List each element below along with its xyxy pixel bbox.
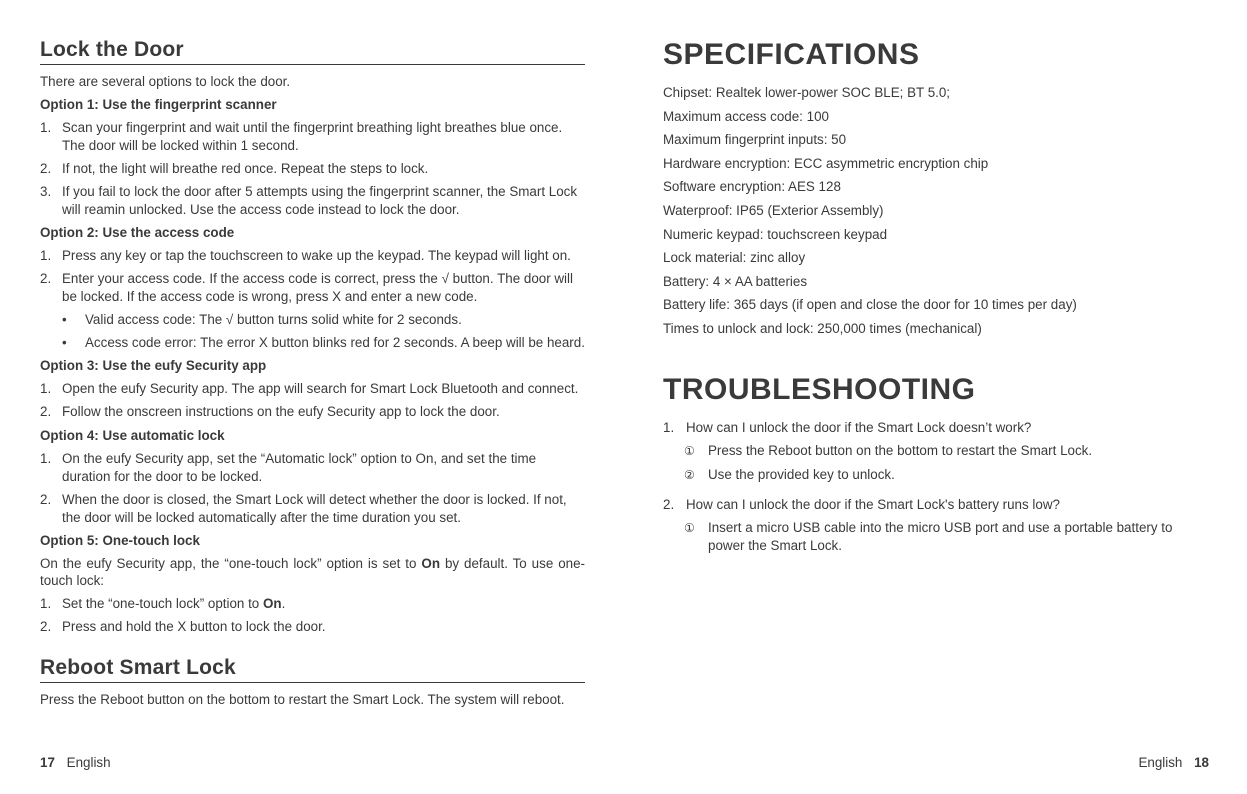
specifications-heading: SPECIFICATIONS [663, 38, 920, 71]
option1-title: Option 1: Use the fingerprint scanner [40, 97, 277, 112]
lock-door-heading: Lock the Door [40, 38, 585, 65]
list-number: 1. [40, 596, 52, 611]
page-number: 17 [40, 755, 55, 770]
list-number: 2. [40, 161, 52, 176]
list-number: 2. [40, 404, 52, 419]
list-number: 3. [40, 184, 52, 199]
list-item [40, 380, 585, 398]
bullet-text: Valid access code: The √ button turns solid white for 2 seconds. [85, 312, 462, 327]
list-item [40, 491, 585, 527]
list-text: Press and hold the X button to lock the door. [62, 619, 326, 634]
spec-item: Maximum fingerprint inputs: 50 [663, 132, 847, 148]
spec-item: Waterproof: IP65 (Exterior Assembly) [663, 202, 884, 218]
list-item [40, 160, 585, 178]
list-text: Follow the onscreen instructions on the eufy Security app to lock the door. [62, 404, 500, 419]
question-number: 2. [663, 496, 675, 512]
spec-item: Chipset: Realtek lower-power SOC BLE; BT 5.0; [663, 85, 951, 100]
spec-item: Lock material: zinc alloy [663, 250, 806, 266]
bullet-dot: • [62, 312, 67, 327]
list-item [40, 450, 585, 486]
list-item [40, 595, 585, 613]
list-number: 1. [40, 381, 52, 396]
list-number: 1. [40, 451, 52, 466]
list-text-b: . [281, 596, 286, 611]
list-item [40, 119, 585, 155]
option5-intro-bold: On [421, 556, 441, 571]
list-text: On the eufy Security app, set the “Automatic lock” option to On, and set the time duration for the door to be locked. [62, 451, 537, 484]
list-number: 1. [40, 248, 52, 263]
left-footer [40, 755, 111, 770]
list-text: When the door is closed, the Smart Lock will detect whether the door is locked. If not, the door will be locked automatically after the time duration you set. [62, 492, 567, 525]
list-item [40, 183, 585, 219]
spec-item: Times to unlock and lock: 250,000 times (mechanical) [663, 320, 982, 336]
bullet-item [40, 334, 585, 351]
answer-text: Use the provided key to unlock. [708, 466, 895, 482]
list-number: 1. [40, 120, 52, 135]
option5-intro [40, 555, 585, 589]
spec-item: Battery life: 365 days (if open and close the door for 10 times per day) [663, 297, 1077, 313]
list-text: If you fail to lock the door after 5 attempts using the fingerprint scanner, the Smart Lock will reamin unlocked. Use the access code instead to lock the door. [62, 184, 578, 217]
list-item [40, 270, 585, 306]
option3-title: Option 3: Use the eufy Security app [40, 358, 267, 373]
spec-item: Battery: 4 × AA batteries [663, 273, 808, 289]
footer-language: English [1138, 755, 1183, 770]
bullet-item [40, 311, 585, 328]
answer-marker: ① [684, 520, 695, 535]
list-text: Enter your access code. If the access code is correct, press the √ button. The door will be locked. If the access code is wrong, press X and enter a new code. [62, 271, 573, 304]
option5-intro-b: by default. To use one-touch lock: [40, 556, 585, 588]
list-item [40, 618, 585, 636]
option5-title: Option 5: One-touch lock [40, 533, 200, 548]
option5-intro-a: On the eufy Security app, the “one-touch lock” option is set to [40, 556, 422, 571]
reboot-text: Press the Reboot button on the bottom to restart the Smart Lock. The system will reboot. [40, 692, 565, 707]
question-number: 1. [663, 419, 675, 435]
question-item [663, 419, 1208, 436]
right-column [663, 0, 1208, 555]
list-number: 2. [40, 492, 52, 507]
list-text: Open the eufy Security app. The app will search for Smart Lock Bluetooth and connect. [62, 381, 579, 396]
left-column [40, 0, 585, 708]
list-text-bold: On [262, 596, 282, 611]
footer-language: English [66, 755, 111, 770]
answer-item [663, 519, 1208, 555]
list-text: If not, the light will breathe red once. Repeat the steps to lock. [62, 161, 429, 176]
question-text: How can I unlock the door if the Smart Lock's battery runs low? [686, 496, 1060, 512]
lock-intro: There are several options to lock the door. [40, 74, 291, 89]
answer-marker: ① [684, 443, 695, 458]
spec-item: Numeric keypad: touchscreen keypad [663, 226, 888, 242]
question-item [663, 496, 1208, 513]
list-text: Press any key or tap the touchscreen to wake up the keypad. The keypad will light on. [62, 248, 571, 263]
spec-list [663, 84, 1208, 337]
answer-marker: ② [684, 467, 695, 482]
answer-text: Press the Reboot button on the bottom to restart the Smart Lock. [708, 442, 1093, 458]
spec-item: Software encryption: AES 128 [663, 179, 841, 195]
bullet-dot: • [62, 335, 67, 350]
list-item [40, 403, 585, 421]
answer-item [663, 442, 1208, 460]
list-text: Scan your fingerprint and wait until the fingerprint breathing light breathes blue once. The door will be locked within 1 second. [62, 120, 563, 153]
troubleshooting-heading: TROUBLESHOOTING [663, 372, 976, 406]
list-number: 2. [40, 271, 52, 286]
list-text-a: Set the “one-touch lock” option to [62, 596, 263, 611]
reboot-heading: Reboot Smart Lock [40, 656, 585, 683]
right-footer [1138, 755, 1209, 770]
bullet-text: Access code error: The error X button blinks red for 2 seconds. A beep will be heard. [85, 335, 585, 350]
spec-item: Maximum access code: 100 [663, 108, 829, 124]
page-number: 18 [1194, 755, 1209, 770]
spec-item: Hardware encryption: ECC asymmetric encryption chip [663, 155, 989, 171]
option2-title: Option 2: Use the access code [40, 225, 235, 240]
option4-title: Option 4: Use automatic lock [40, 428, 225, 443]
answer-text: Insert a micro USB cable into the micro USB port and use a portable battery to power the Smart Lock. [708, 519, 1173, 553]
list-number: 2. [40, 619, 52, 634]
question-text: How can I unlock the door if the Smart Lock doesn’t work? [686, 419, 1032, 435]
answer-item [663, 466, 1208, 484]
list-item [40, 247, 585, 265]
